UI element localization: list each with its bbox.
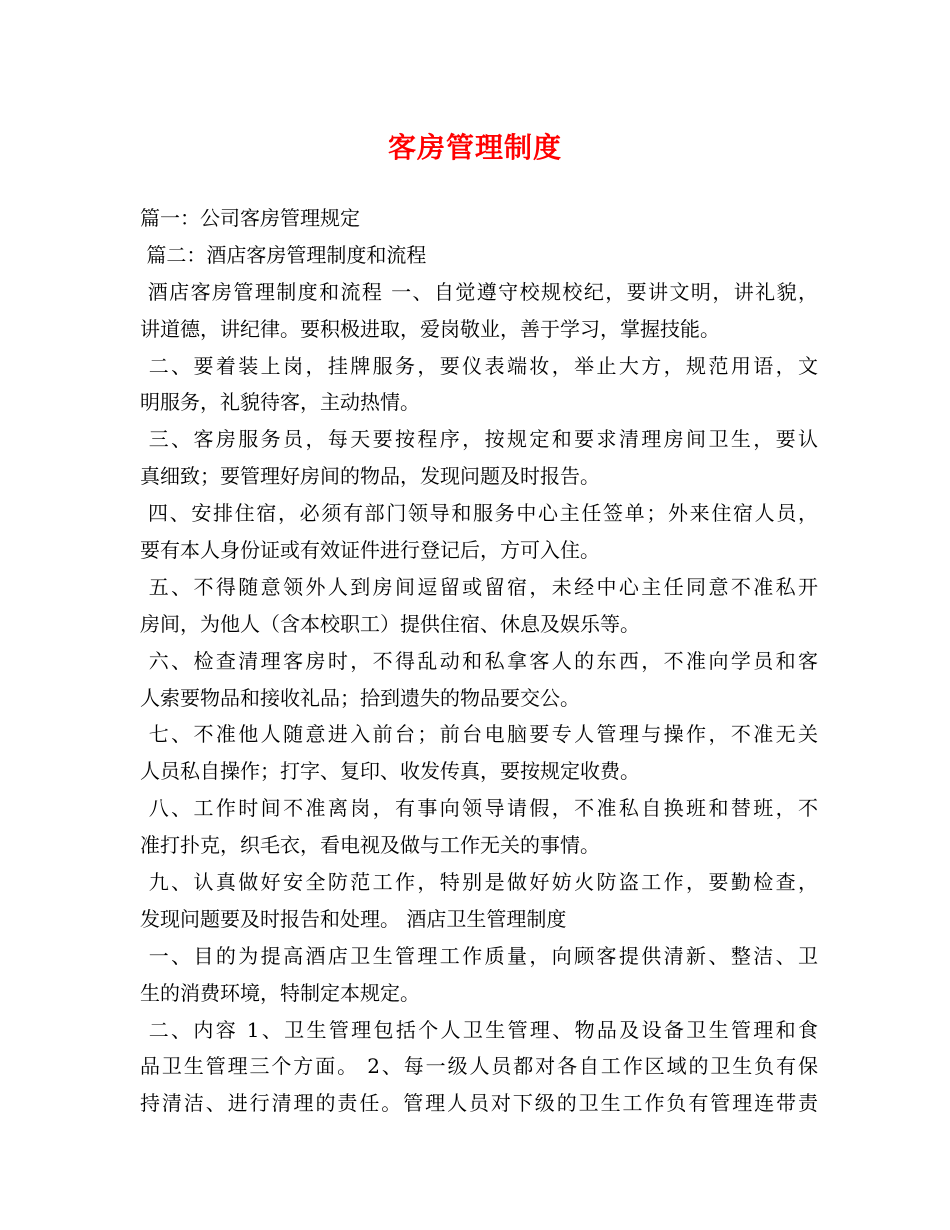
document-body — [140, 200, 818, 1122]
paragraph-line: 生的消费环境，特制定本规定。 — [140, 980, 420, 1005]
paragraph-line: 一、目的为提高酒店卫生管理工作质量，向顾客提供清新、整洁、卫 — [140, 943, 818, 968]
paragraph-line: 讲道德，讲纪律。要积极进取，爱岗敬业，善于学习，掌握技能。 — [140, 316, 720, 341]
paragraph-line: 准打扑克，织毛衣，看电视及做与工作无关的事情。 — [140, 833, 600, 858]
paragraph-line: 四、安排住宿，必须有部门领导和服务中心主任签单；外来住宿人员， — [140, 501, 818, 526]
paragraph-line: 人索要物品和接收礼品；拾到遗失的物品要交公。 — [140, 685, 580, 710]
paragraph-line: 真细致；要管理好房间的物品，发现问题及时报告。 — [140, 464, 600, 489]
paragraph-line: 七、不准他人随意进入前台；前台电脑要专人管理与操作，不准无关 — [140, 722, 818, 747]
document-title: 客房管理制度 — [387, 131, 562, 164]
paragraph-line: 发现问题要及时报告和处理。 酒店卫生管理制度 — [140, 906, 567, 931]
paragraph-line: 九、认真做好安全防范工作，特别是做好妨火防盗工作，要勤检查， — [140, 870, 818, 895]
paragraph-line: 二、内容 1、卫生管理包括个人卫生管理、物品及设备卫生管理和食 — [140, 1017, 818, 1042]
paragraph-line: 二、要着装上岗，挂牌服务，要仪表端妆，举止大方，规范用语，文 — [140, 353, 818, 378]
paragraph-line: 篇二：酒店客房管理制度和流程 — [140, 242, 427, 267]
paragraph-line: 人员私自操作；打字、复印、收发传真，要按规定收费。 — [140, 759, 640, 784]
paragraph-line: 明服务，礼貌待客，主动热情。 — [140, 390, 420, 415]
paragraph-line: 五、不得随意领外人到房间逗留或留宿，未经中心主任同意不准私开 — [140, 574, 818, 599]
paragraph-line: 六、检查清理客房时，不得乱动和私拿客人的东西，不准向学员和客 — [140, 648, 818, 673]
paragraph-line: 篇一：公司客房管理规定 — [140, 206, 360, 230]
paragraph-line: 三、客房服务员，每天要按程序，按规定和要求清理房间卫生，要认 — [140, 427, 818, 452]
paragraph-line: 八、工作时间不准离岗，有事向领导请假，不准私自换班和替班，不 — [140, 796, 818, 821]
paragraph-line: 房间，为他人（含本校职工）提供住宿、休息及娱乐等。 — [140, 611, 640, 636]
paragraph-line: 酒店客房管理制度和流程 一、自觉遵守校规校纪，要讲文明，讲礼貌， — [140, 279, 818, 304]
paragraph-line: 品卫生管理三个方面。 2、每一级人员都对各自工作区域的卫生负有保 — [140, 1054, 818, 1079]
paragraph-line: 持清洁、进行清理的责任。管理人员对下级的卫生工作负有管理连带责 — [140, 1091, 818, 1116]
paragraph-line: 要有本人身份证或有效证件进行登记后，方可入住。 — [140, 538, 600, 563]
